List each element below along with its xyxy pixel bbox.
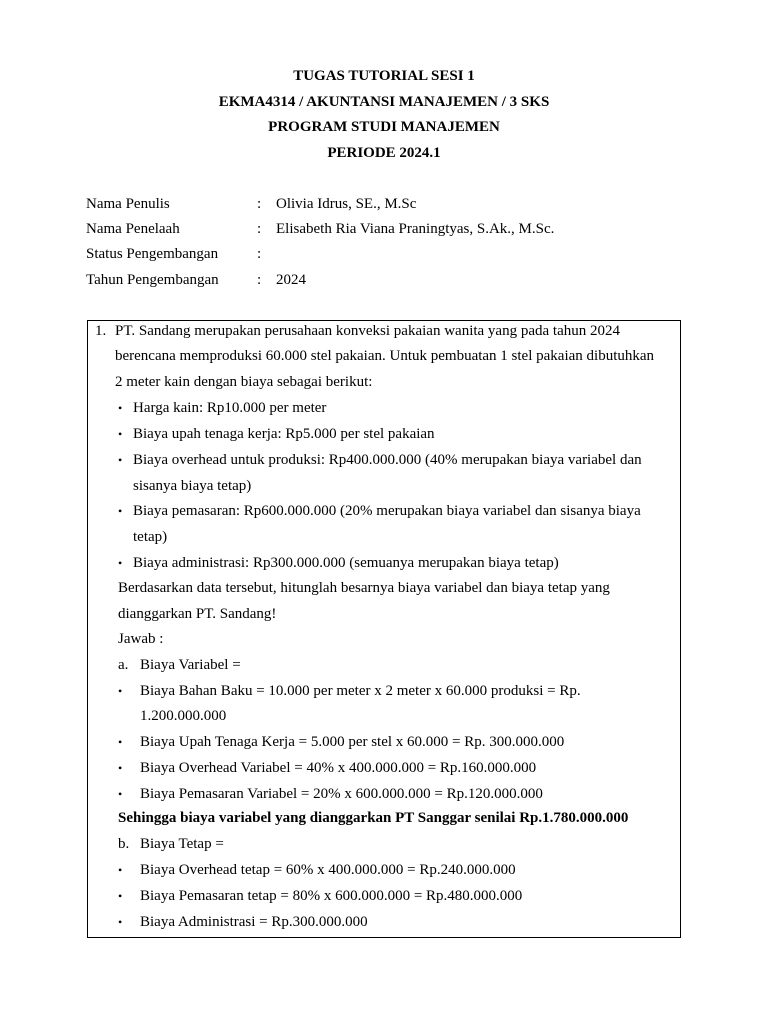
task-line: dianggarkan PT. Sandang!: [118, 606, 277, 622]
cost-item-continued: tetap): [133, 529, 168, 545]
bullet-icon: •: [118, 684, 123, 698]
bullet-icon: •: [118, 453, 123, 467]
question-intro-line: PT. Sandang merupakan perusahaan konveksi pakaian wanita yang pada tahun 2024: [115, 323, 620, 339]
question-intro-line: berencana memproduksi 60.000 stel pakaian. Untuk pembuatan 1 stel pakaian dibutuhkan: [115, 348, 655, 364]
part-a-title: Biaya Variabel =: [140, 657, 241, 673]
bullet-icon: •: [118, 889, 123, 903]
period-title: PERIODE 2024.1: [327, 145, 441, 161]
part-b-title: Biaya Tetap =: [140, 836, 224, 852]
question-number: 1.: [95, 323, 107, 339]
meta-value: 2024: [276, 272, 306, 288]
meta-label: Nama Penulis: [86, 196, 170, 212]
question-intro-line: 2 meter kain dengan biaya sebagai berikut:: [115, 374, 373, 390]
variable-cost-conclusion: Sehingga biaya variabel yang dianggarkan PT Sanggar senilai Rp.1.780.000.000: [118, 810, 629, 826]
meta-value: Olivia Idrus, SE., M.Sc: [276, 196, 417, 212]
meta-colon: :: [257, 221, 262, 237]
meta-colon: :: [257, 272, 262, 288]
doc-title: TUGAS TUTORIAL SESI 1: [293, 68, 475, 84]
part-a-marker: a.: [118, 657, 129, 673]
fixed-cost-item: Biaya Overhead tetap = 60% x 400.000.000 = Rp.240.000.000: [140, 862, 516, 878]
task-line: Berdasarkan data tersebut, hitunglah besarnya biaya variabel dan biaya tetap yang: [118, 580, 610, 596]
variable-cost-item: Biaya Upah Tenaga Kerja = 5.000 per stel x 60.000 = Rp. 300.000.000: [140, 734, 565, 750]
cost-item: Biaya administrasi: Rp300.000.000 (semuanya merupakan biaya tetap): [133, 555, 559, 571]
variable-cost-item: Biaya Bahan Baku = 10.000 per meter x 2 meter x 60.000 produksi = Rp.: [140, 683, 581, 699]
fixed-cost-item: Biaya Administrasi = Rp.300.000.000: [140, 914, 368, 930]
variable-cost-item: Biaya Pemasaran Variabel = 20% x 600.000.000 = Rp.120.000.000: [140, 786, 543, 802]
bullet-icon: •: [118, 427, 123, 441]
course-title: EKMA4314 / AKUNTANSI MANAJEMEN / 3 SKS: [218, 94, 550, 110]
bullet-icon: •: [118, 556, 123, 570]
bullet-icon: •: [118, 863, 123, 877]
cost-item: Harga kain: Rp10.000 per meter: [133, 400, 327, 416]
cost-item: Biaya pemasaran: Rp600.000.000 (20% merupakan biaya variabel dan sisanya biaya: [133, 503, 641, 519]
bullet-icon: •: [118, 761, 123, 775]
bullet-icon: •: [118, 504, 123, 518]
bullet-icon: •: [118, 787, 123, 801]
program-title: PROGRAM STUDI MANAJEMEN: [268, 119, 500, 135]
cost-item-continued: sisanya biaya tetap): [133, 478, 252, 494]
meta-value: Elisabeth Ria Viana Praningtyas, S.Ak., M.Sc.: [276, 221, 555, 237]
variable-cost-item-continued: 1.200.000.000: [140, 708, 227, 724]
cost-item: Biaya upah tenaga kerja: Rp5.000 per stel pakaian: [133, 426, 435, 442]
bullet-icon: •: [118, 735, 123, 749]
meta-colon: :: [257, 246, 262, 262]
part-b-marker: b.: [118, 836, 130, 852]
fixed-cost-item: Biaya Pemasaran tetap = 80% x 600.000.000 = Rp.480.000.000: [140, 888, 523, 904]
meta-label: Nama Penelaah: [86, 221, 180, 237]
meta-label: Tahun Pengembangan: [86, 272, 219, 288]
bullet-icon: •: [118, 401, 123, 415]
variable-cost-item: Biaya Overhead Variabel = 40% x 400.000.000 = Rp.160.000.000: [140, 760, 537, 776]
meta-colon: :: [257, 196, 262, 212]
cost-item: Biaya overhead untuk produksi: Rp400.000.000 (40% merupakan biaya variabel dan: [133, 452, 642, 468]
question-box: [87, 320, 681, 938]
answer-label: Jawab :: [118, 631, 164, 647]
bullet-icon: •: [118, 915, 123, 929]
meta-label: Status Pengembangan: [86, 246, 219, 262]
